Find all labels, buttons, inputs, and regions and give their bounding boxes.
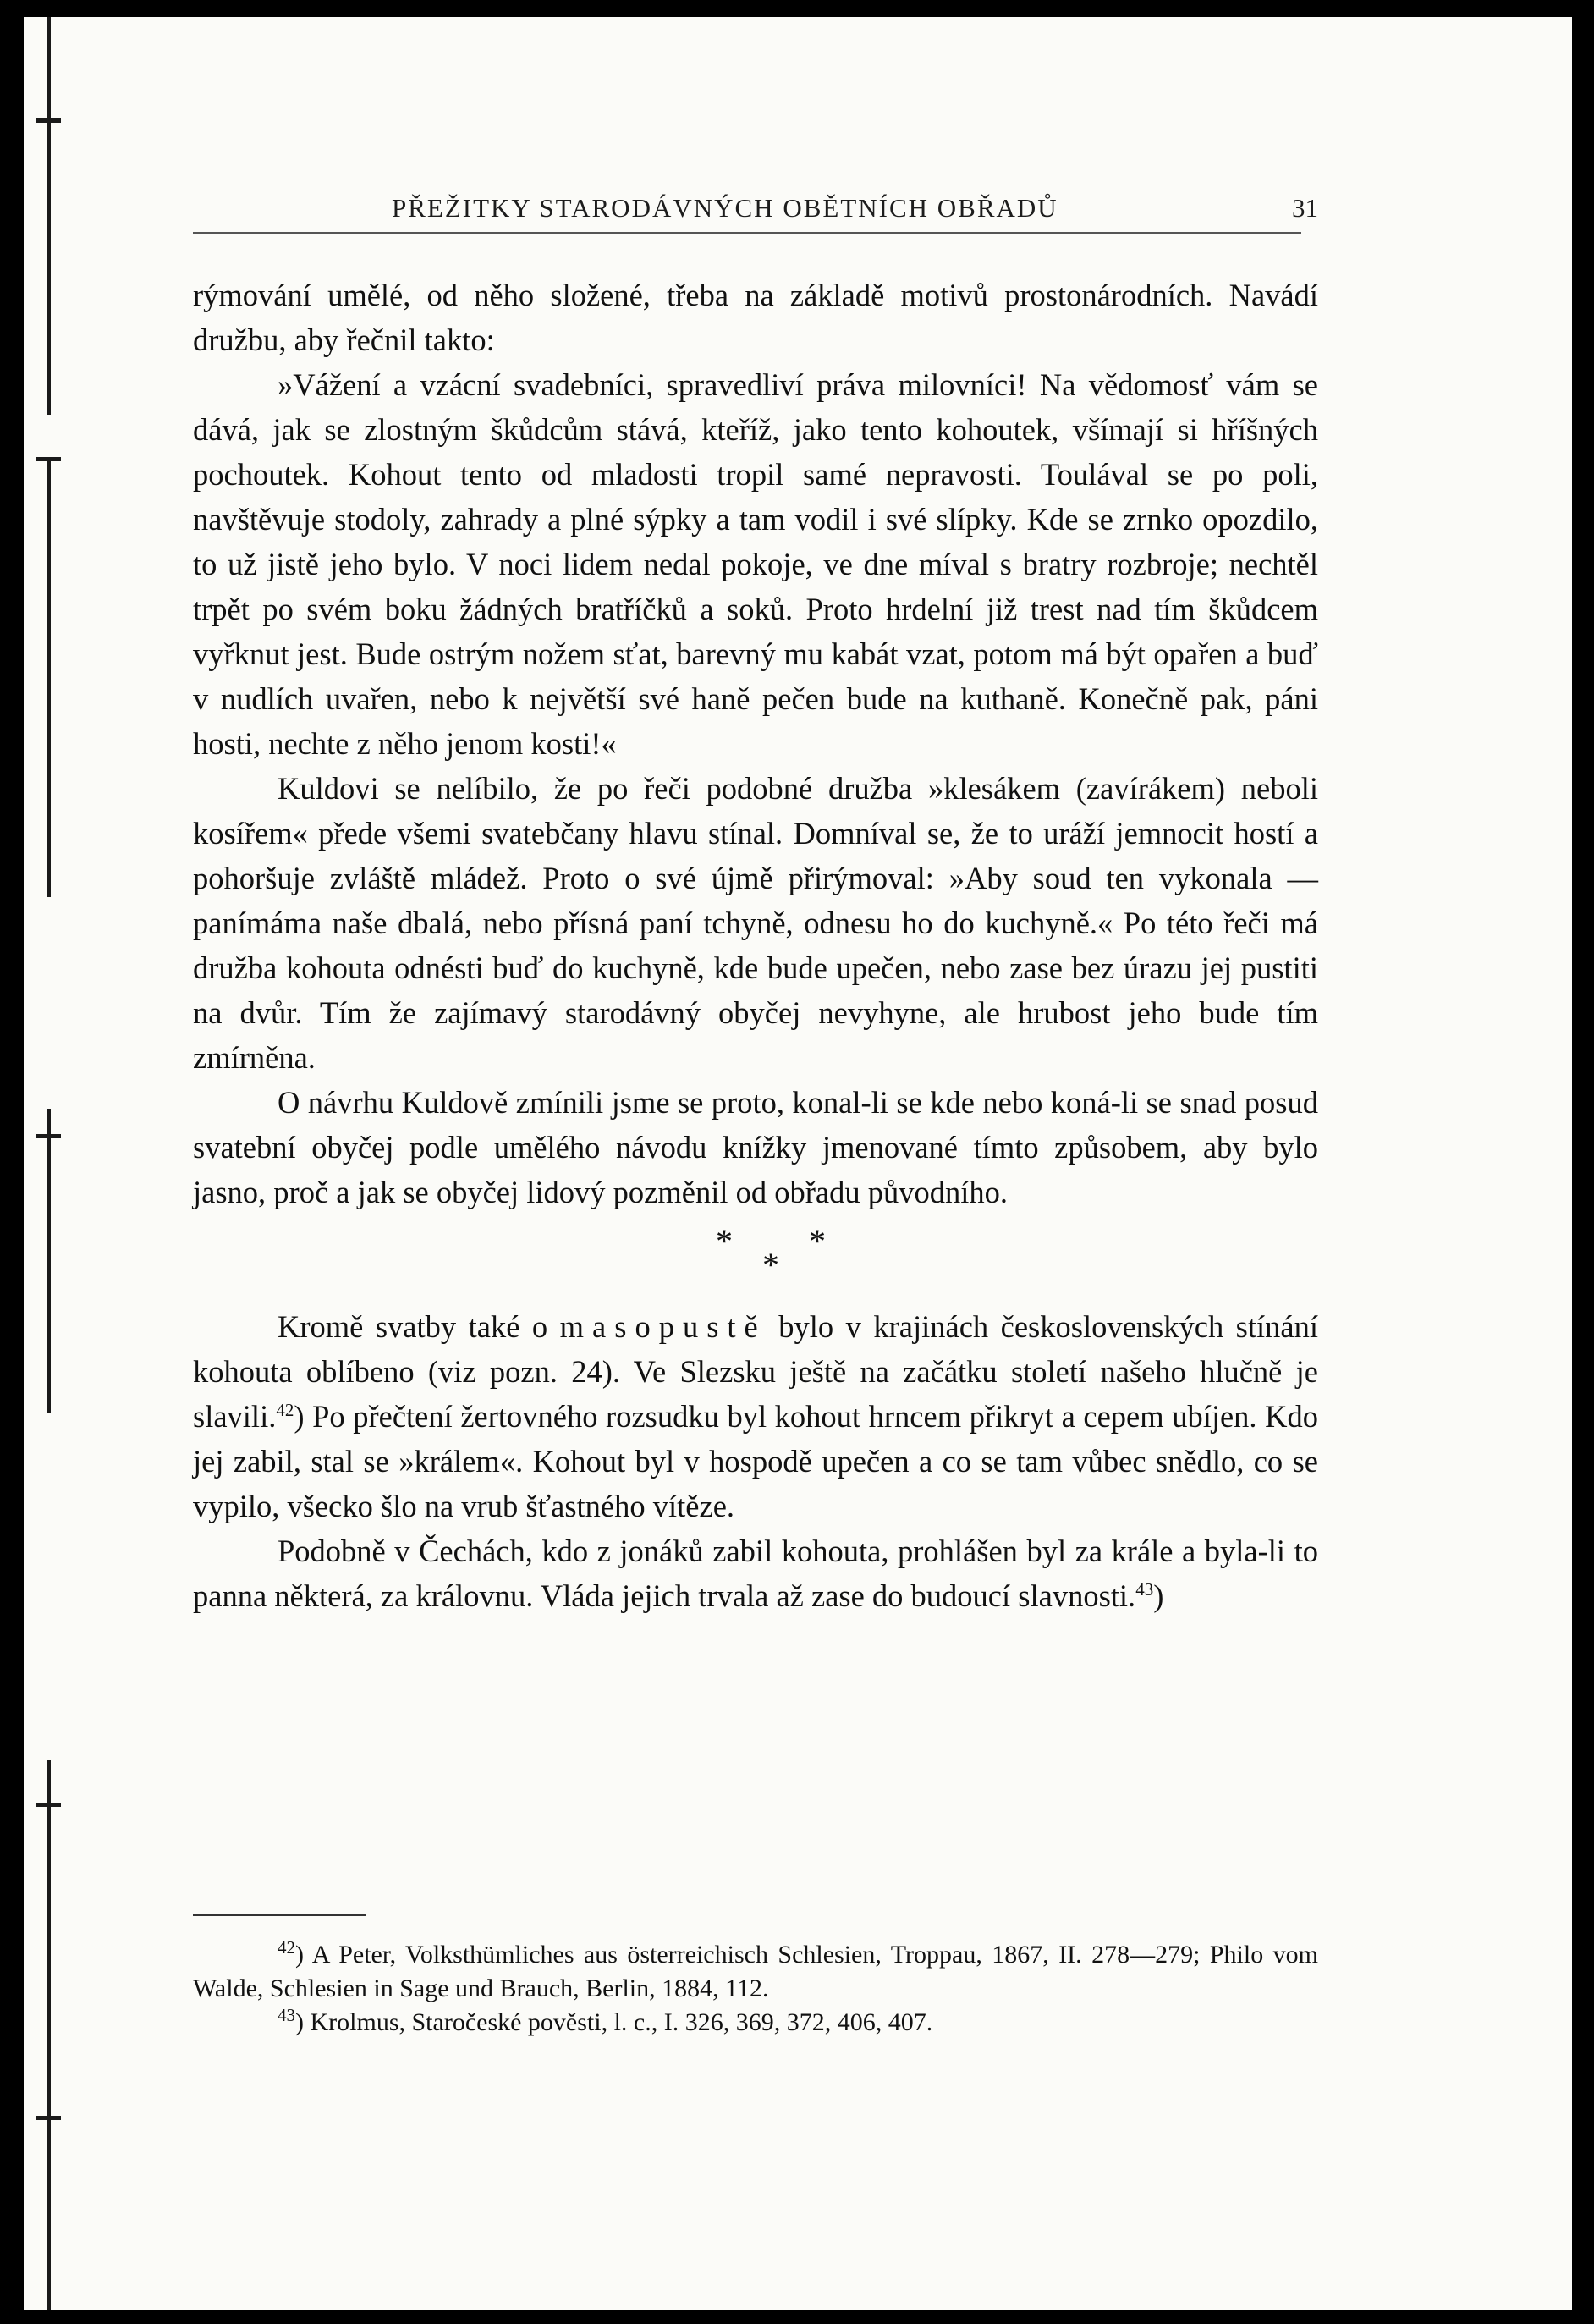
footnote-text: ) Krolmus, Staročeské pověsti, l. c., I. 326, 369, 372, 406, 407.	[295, 2008, 933, 2036]
running-title: PŘEŽITKY STARODÁVNÝCH OBĚTNÍCH OBŘADŮ	[392, 193, 1058, 223]
footnote-text: ) A Peter, Volksthümliches aus österreichisch Schlesien, Troppau, 1867, II. 278—279; Philo vom Walde, Schlesien in Sage und Brauch, Berlin, 1884, 112.	[193, 1941, 1318, 2002]
footnote-number: 43	[278, 2005, 295, 2025]
paragraph-speech: »Vážení a vzácní svadebníci, spravedliví práva milovníci! Na vědomosť vám se dává, jak se zlostným škůdcům stává, kteříž, jako tento kohoutek, všímají si hříšných pochoutek. Kohout tento od mladosti tropil samé nepravosti. Toulával se po poli, navštěvuje stodoly, zahrady a plné sýpky a tam vodil i své slípky. Kde se zrnko opozdilo, to už jistě jeho bylo. V noci lidem nedal pokoje, ve dne míval s bratry rozbroje; nechtěl trpět po svém boku žádných bratříčků a soků. Proto hrdelní již trest nad tím škůdcem vyřknut jest. Bude ostrým nožem sťat, barevný mu kabát vzat, potom má být opařen a buď v nudlích uvařen, nebo k největší své haně pečen bude na kuthaně. Konečně pak, páni hosti, nechte z něho jenom kosti!«	[193, 367, 1318, 761]
footnote-43	[193, 2006, 1318, 2040]
footnote-ref-42: 42	[276, 1399, 294, 1420]
footnote-rule	[193, 1914, 366, 1916]
binding-thread	[47, 457, 51, 897]
binding-stitch	[36, 457, 61, 461]
carnival-text-start: Kromě svatby také o	[278, 1309, 548, 1344]
carnival-spaced-word: masopustě	[559, 1309, 767, 1344]
paragraph-carnival	[193, 1304, 1318, 1528]
binding-stitch	[36, 118, 61, 123]
bohemia-text: Podobně v Čechách, kdo z jonáků zabil kohouta, prohlášen byl za krále a byla-li to panna některá, za královnu. Vláda jejich trvala až zase do budoucí slavnosti.	[193, 1534, 1318, 1613]
paragraph-continued: rýmování umělé, od něho složené, třeba na základě motivů prostonárodních. Navádí družbu, aby řečnil takto:	[193, 278, 1318, 357]
footnote-ref-43: 43	[1135, 1578, 1154, 1600]
book-page	[24, 17, 1572, 2310]
section-asterism	[193, 1214, 1318, 1304]
asterisk-left: *	[716, 1222, 733, 1260]
binding-thread	[47, 1109, 51, 1413]
footnote-42	[193, 1938, 1318, 2006]
paragraph-proposal: O návrhu Kuldově zmínili jsme se proto, konal-li se kde nebo koná-li se snad posud svatební obyčej podle umělého návodu knížky jmenované tímto způsobem, aby bylo jasno, proč a jak se obyčej lidový pozměnil od obřadu původního.	[193, 1085, 1318, 1209]
bohemia-tail: )	[1153, 1578, 1164, 1613]
carnival-text-tail: ) Po přečtení žertovného rozsudku byl kohout hrncem přikryt a cepem ubíjen. Kdo jej zabil, stal se »králem«. Kohout byl v hospodě upečen a co se tam vůbec snědlo, co se vypilo, všecko šlo na vrub šťastného vítěze.	[193, 1399, 1318, 1523]
binding-stitch	[36, 2116, 61, 2120]
asterisk-bottom: *	[762, 1246, 779, 1284]
page-binding-edge	[24, 17, 74, 2310]
binding-stitch	[36, 1803, 61, 1807]
header-rule	[193, 232, 1301, 234]
main-text	[193, 273, 1318, 1618]
binding-thread	[47, 1760, 51, 2310]
binding-stitch	[36, 1134, 61, 1138]
page-number: 31	[1292, 193, 1318, 223]
asterisk-right: *	[809, 1222, 826, 1260]
paragraph-bohemia	[193, 1528, 1318, 1618]
running-header	[193, 186, 1318, 245]
footnote-number: 42	[278, 1937, 295, 1958]
paragraph-kulda: Kuldovi se nelíbilo, že po řeči podobné družba »klesákem (zavírákem) neboli kosířem« přede všemi svatebčany hlavu stínal. Domníval se, že to uráží jemnocit hostí a pohoršuje zvláště mládež. Proto o své újmě přirýmoval: »Aby soud ten vykonala — panímáma naše dbalá, nebo přísná paní tchyně, odnesu ho do kuchyně.« Po této řeči má družba kohouta odnésti buď do kuchyně, kde bude upečen, nebo zase bez úrazu jej pustiti na dvůr. Tím že zajímavý starodávný obyčej nevyhyne, ale hrubost jeho bude tím zmírněna.	[193, 771, 1318, 1075]
footnotes	[193, 1938, 1318, 2040]
carnival-text-end: bylo v krajinách československých stínání kohouta oblíbeno (viz pozn. 24). Ve Slezsku ještě na začátku století našeho hlučně je slavili.	[193, 1309, 1319, 1434]
binding-thread	[47, 17, 51, 415]
